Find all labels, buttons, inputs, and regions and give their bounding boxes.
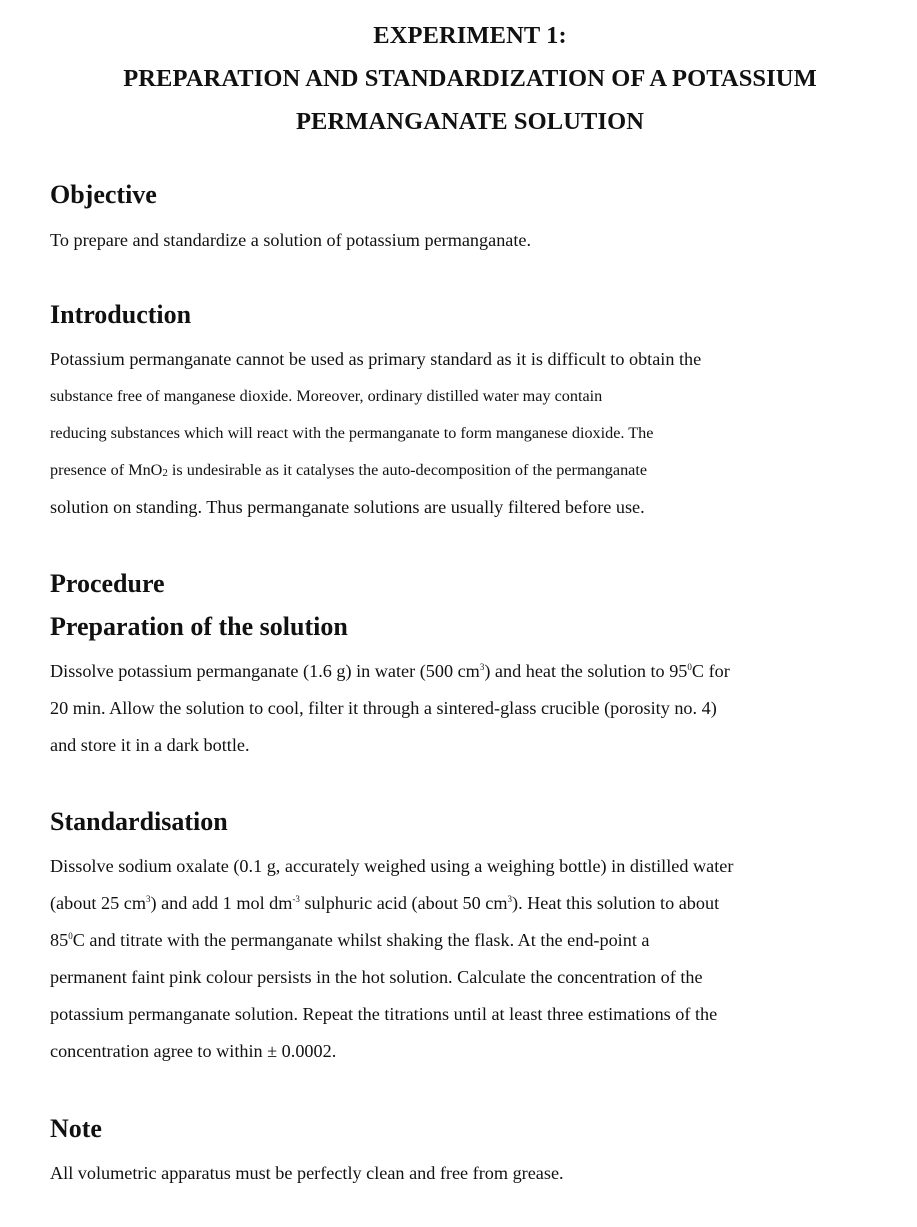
objective-text: To prepare and standardize a solution of potassium permanganate.	[50, 230, 532, 250]
standardisation-line: potassium permanganate solution. Repeat the titrations until at least three estimations of the	[50, 1004, 718, 1024]
introduction-line: substance free of manganese dioxide. Moreover, ordinary distilled water may contain	[50, 387, 603, 405]
standardisation-line	[50, 885, 880, 922]
preparation-line: and store it in a dark bottle.	[50, 735, 250, 755]
introduction-line: solution on standing. Thus permanganate solutions are usually filtered before use.	[50, 497, 645, 517]
std-text-segment: sulphuric acid (about 50 cm	[299, 893, 508, 913]
prep-text-segment: C for	[691, 661, 730, 681]
title-line-2: PREPARATION AND STANDARDIZATION OF A POTASSIUM	[123, 65, 817, 92]
preparation-line	[50, 653, 880, 690]
title-line-1: EXPERIMENT 1:	[373, 22, 567, 49]
introduction-line: reducing substances which will react with the permanganate to form manganese dioxide. The	[50, 424, 654, 442]
procedure-heading: Procedure	[50, 569, 165, 598]
std-text-segment: (about 25 cm	[50, 893, 146, 913]
document-title	[40, 14, 900, 143]
objective-paragraph	[50, 222, 880, 259]
standardisation-line: Dissolve sodium oxalate (0.1 g, accurately weighed using a weighing bottle) in distilled water	[50, 856, 734, 876]
intro-text-segment: presence of MnO	[50, 461, 163, 479]
subscript: 2	[162, 467, 168, 479]
superscript: 0	[68, 931, 73, 941]
standardisation-paragraph	[50, 848, 880, 1070]
introduction-line	[50, 452, 880, 489]
superscript: 0	[687, 662, 692, 672]
superscript: 3	[145, 894, 151, 904]
note-text: All volumetric apparatus must be perfectly clean and free from grease.	[50, 1163, 564, 1183]
superscript: 3	[507, 894, 513, 904]
prep-text-segment: Dissolve potassium permanganate (1.6 g) in water (500 cm	[50, 661, 480, 681]
preparation-heading: Preparation of the solution	[50, 612, 348, 641]
preparation-line: 20 min. Allow the solution to cool, filter it through a sintered-glass crucible (porosity no. 4)	[50, 698, 717, 718]
preparation-paragraph	[50, 653, 880, 764]
note-heading: Note	[50, 1114, 102, 1143]
standardisation-line	[50, 922, 880, 959]
superscript: -3	[292, 894, 300, 904]
std-text-segment: ) and add 1 mol dm	[150, 893, 293, 913]
introduction-heading: Introduction	[50, 300, 192, 329]
standardisation-line: permanent faint pink colour persists in the hot solution. Calculate the concentration of the	[50, 967, 703, 987]
std-text-segment: ). Heat this solution to about	[512, 893, 720, 913]
prep-text-segment: ) and heat the solution to 95	[484, 661, 688, 681]
introduction-paragraph	[50, 341, 880, 526]
intro-text-segment: is undesirable as it catalyses the auto-decomposition of the permanganate	[167, 461, 648, 479]
std-text-segment: C and titrate with the permanganate whilst shaking the flask. At the end-point a	[72, 930, 650, 950]
standardisation-heading: Standardisation	[50, 807, 228, 836]
standardisation-line: concentration agree to within ± 0.0002.	[50, 1041, 337, 1061]
superscript: 3	[479, 662, 485, 672]
title-line-3: PERMANGANATE SOLUTION	[295, 108, 645, 135]
objective-heading: Objective	[50, 180, 157, 209]
note-paragraph	[50, 1155, 880, 1192]
introduction-line: Potassium permanganate cannot be used as primary standard as it is difficult to obtain the	[50, 349, 702, 369]
std-text-segment: 85	[50, 930, 69, 950]
